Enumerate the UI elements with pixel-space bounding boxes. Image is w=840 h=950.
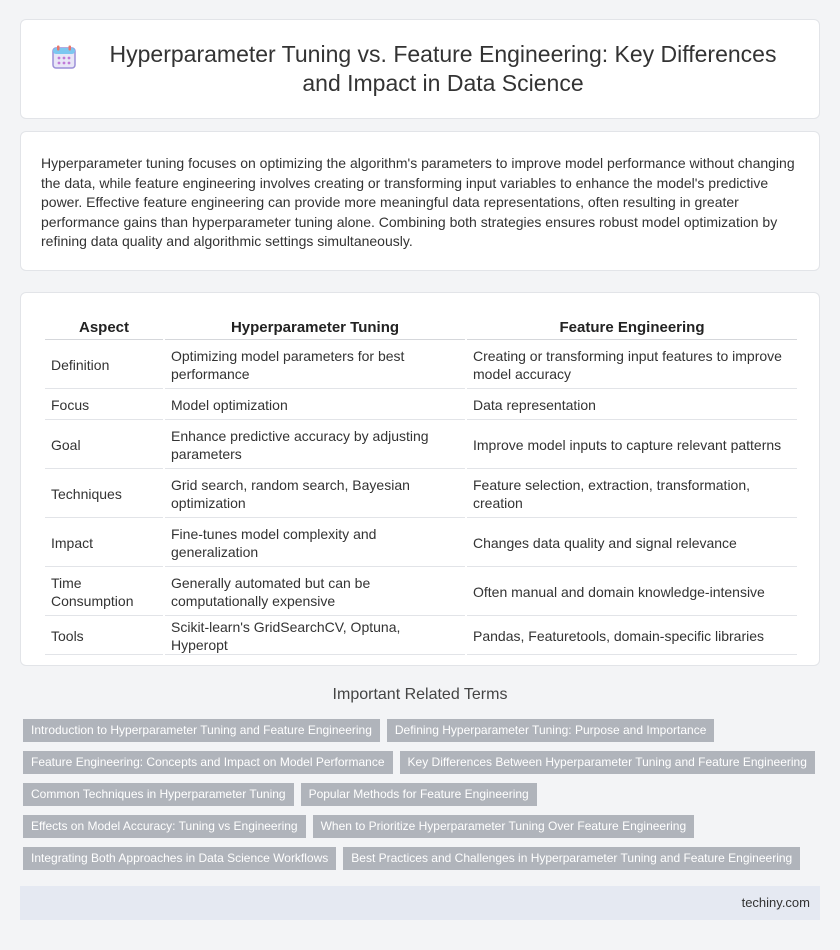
cell-hyperparameter: Scikit-learn's GridSearchCV, Optuna, Hyperopt [165, 618, 465, 655]
footer-site[interactable]: techiny.com [741, 895, 810, 910]
tag-row [23, 815, 823, 838]
tag-row [23, 719, 823, 742]
table-row [45, 520, 797, 567]
calendar-icon [51, 44, 77, 70]
cell-aspect: Impact [45, 520, 163, 567]
related-term-tag[interactable]: Effects on Model Accuracy: Tuning vs Engineering [23, 815, 306, 838]
related-term-tag[interactable]: When to Prioritize Hyperparameter Tuning Over Feature Engineering [313, 815, 695, 838]
table-row [45, 569, 797, 616]
cell-hyperparameter: Fine-tunes model complexity and generalization [165, 520, 465, 567]
tag-row [23, 783, 823, 806]
cell-hyperparameter: Generally automated but can be computationally expensive [165, 569, 465, 616]
cell-feature: Feature selection, extraction, transformation, creation [467, 471, 797, 518]
related-term-tag[interactable]: Key Differences Between Hyperparameter Tuning and Feature Engineering [400, 751, 815, 774]
cell-aspect: Focus [45, 391, 163, 420]
related-terms-list [23, 719, 823, 879]
tag-row [23, 847, 823, 870]
cell-hyperparameter: Grid search, random search, Bayesian optimization [165, 471, 465, 518]
related-term-tag[interactable]: Feature Engineering: Concepts and Impact on Model Performance [23, 751, 393, 774]
cell-hyperparameter: Optimizing model parameters for best performance [165, 342, 465, 389]
related-term-tag[interactable]: Defining Hyperparameter Tuning: Purpose and Importance [387, 719, 715, 742]
table-header-row [45, 317, 797, 340]
cell-feature: Pandas, Featuretools, domain-specific libraries [467, 618, 797, 655]
cell-hyperparameter: Model optimization [165, 391, 465, 420]
header-hyperparameter-tuning: Hyperparameter Tuning [165, 317, 465, 340]
page-title: Hyperparameter Tuning vs. Feature Engineering: Key Differences and Impact in Data Science [109, 41, 777, 96]
header-aspect: Aspect [45, 317, 163, 340]
comparison-table [43, 315, 799, 657]
header-feature-engineering: Feature Engineering [467, 317, 797, 340]
cell-aspect: Time Consumption [45, 569, 163, 616]
cell-feature: Changes data quality and signal relevance [467, 520, 797, 567]
cell-aspect: Definition [45, 342, 163, 389]
cell-hyperparameter: Enhance predictive accuracy by adjusting parameters [165, 422, 465, 469]
related-term-tag[interactable]: Integrating Both Approaches in Data Science Workflows [23, 847, 336, 870]
cell-feature: Often manual and domain knowledge-intensive [467, 569, 797, 616]
footer [20, 886, 820, 920]
table-row [45, 342, 797, 389]
table-row [45, 391, 797, 420]
cell-aspect: Techniques [45, 471, 163, 518]
cell-feature: Improve model inputs to capture relevant patterns [467, 422, 797, 469]
tag-row [23, 751, 823, 774]
related-term-tag[interactable]: Popular Methods for Feature Engineering [301, 783, 537, 806]
cell-aspect: Goal [45, 422, 163, 469]
related-term-tag[interactable]: Best Practices and Challenges in Hyperparameter Tuning and Feature Engineering [343, 847, 800, 870]
table-row [45, 422, 797, 469]
intro-text: Hyperparameter tuning focuses on optimizing the algorithm's parameters to improve model performance without changing the data, while feature engineering involves creating or transforming input variables to enhance the model's predictive power. Effective feature engineering can provide more meaningful data representations, often resulting in greater performance gains than hyperparameter tuning alone. Combining both strategies ensures robust model optimization by refining data quality and algorithmic settings simultaneously. [41, 155, 795, 249]
title-card [20, 19, 820, 119]
title-wrap [51, 40, 789, 98]
table-row [45, 618, 797, 655]
related-terms-title: Important Related Terms [332, 686, 508, 703]
cell-feature: Creating or transforming input features to improve model accuracy [467, 342, 797, 389]
comparison-card [20, 292, 820, 666]
table-row [45, 471, 797, 518]
intro-card [20, 131, 820, 271]
cell-feature: Data representation [467, 391, 797, 420]
related-term-tag[interactable]: Common Techniques in Hyperparameter Tuning [23, 783, 294, 806]
cell-aspect: Tools [45, 618, 163, 655]
related-term-tag[interactable]: Introduction to Hyperparameter Tuning and Feature Engineering [23, 719, 380, 742]
